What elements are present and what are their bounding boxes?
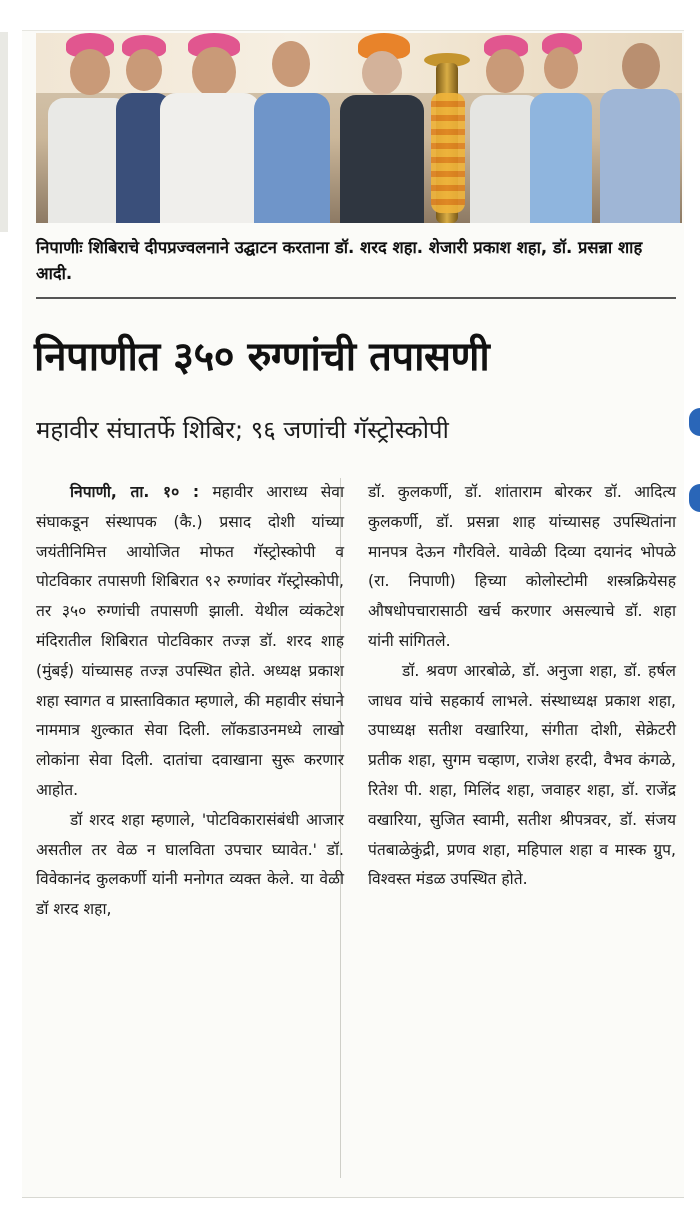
article-paragraph: डॉ. कुलकर्णी, डॉ. शांताराम बोरकर डॉ. आदित्य कुलकर्णी, डॉ. प्रसन्ना शाह यांच्यासह उपस्थितांना मानपत्र देऊन गौरविले. यावेळी दिव्या दयानंद भोपळे (रा. निपाणी) हिच्या कोलोस्टोमी शस्त्रक्रियेसह औषधोपचारासाठी खर्च करणार असल्याचे डॉ. शहा यांनी सांगितले. — [368, 483, 676, 650]
article-paragraph: डॉ शरद शहा म्हणाले, 'पोटविकारासंबंधी आजार असतील तर वेळ न घालविता उपचार घ्यावेत.' डॉ. विवेकानंद कुलकर्णी यांनी मनोगत व्यक्त केले. या वेळी डॉ शरद शहा, — [36, 810, 344, 919]
article-paragraph: डॉ. श्रवण आरबोळे, डॉ. अनुजा शहा, डॉ. हर्षल जाधव यांचे सहकार्य लाभले. संस्थाध्यक्ष प्रकाश शहा, उपाध्यक्ष सतीश वखारिया, संगीता दोशी, सेक्रेटरी प्रतीक शहा, सुगम चव्हाण, राजेश हरदी, वैभव कंगळे, रितेश पी. शहा, मिलिंद शहा, जवाहर शहा, डॉ. राजेंद्र वखारिया, सुजित स्वामी, सतीश श्रीपत्रवर, डॉ. संजय पंतबाळेकुंद्री, प्रणव शहा, महिपाल शहा व मास्क ग्रुप, विश्वस्त मंडळ उपस्थित होते. — [368, 661, 676, 889]
photo-person — [526, 33, 596, 223]
photo-caption: निपाणीः शिबिराचे दीपप्रज्वलनाने उद्घाटन करताना डॉ. शरद शहा. शेजारी प्रकाश शहा, डॉ. प्रसन्ना शाह आदी. — [36, 235, 676, 299]
article-paragraph — [36, 478, 344, 806]
event-photo — [36, 33, 682, 223]
page-top-margin — [0, 0, 700, 30]
article-body — [36, 478, 676, 925]
page-left-edge — [0, 32, 8, 232]
photo-person — [246, 33, 336, 223]
photo-person — [336, 33, 426, 223]
paragraph-text: महावीर आराध्य सेवा संघाकडून संस्थापक (कै.) प्रसाद दोशी यांच्या जयंतीनिमित्त आयोजित मोफत गॅस्ट्रोस्कोपी व पोटविकार तपासणी शिबिरात ९२ रुग्णांवर गॅस्ट्रोस्कोपी, तर ३५० रुग्णांची तपासणी झाली. येथील व्यंकटेश मंदिरातील शिबिरात पोटविकार तज्ज्ञ डॉ. शरद शाह (मुंबई) यांच्यासह तज्ज्ञ उपस्थित होते. अध्यक्ष प्रकाश शहा स्वागत व प्रास्ताविकात म्हणाले, की महावीर संघाने नाममात्र शुल्कात सेवा दिली. लॉकडाउनमध्ये लाखो लोकांना सेवा दिली. दातांचा दवाखाना सुरू करणार आहोत. — [36, 483, 344, 799]
headline: निपाणीत ३५० रुग्णांची तपासणी — [34, 334, 490, 380]
flower-garland — [431, 93, 465, 213]
side-scroll-marker — [689, 408, 700, 436]
side-scroll-marker-2 — [689, 484, 700, 512]
dateline: निपाणी, ता. १० : — [70, 483, 200, 501]
photo-person — [596, 33, 682, 223]
subheadline: महावीर संघातर्फे शिबिर; ९६ जणांची गॅस्ट्रोस्कोपी — [36, 416, 449, 444]
article-column-left — [36, 478, 344, 925]
article-column-right — [368, 478, 676, 925]
